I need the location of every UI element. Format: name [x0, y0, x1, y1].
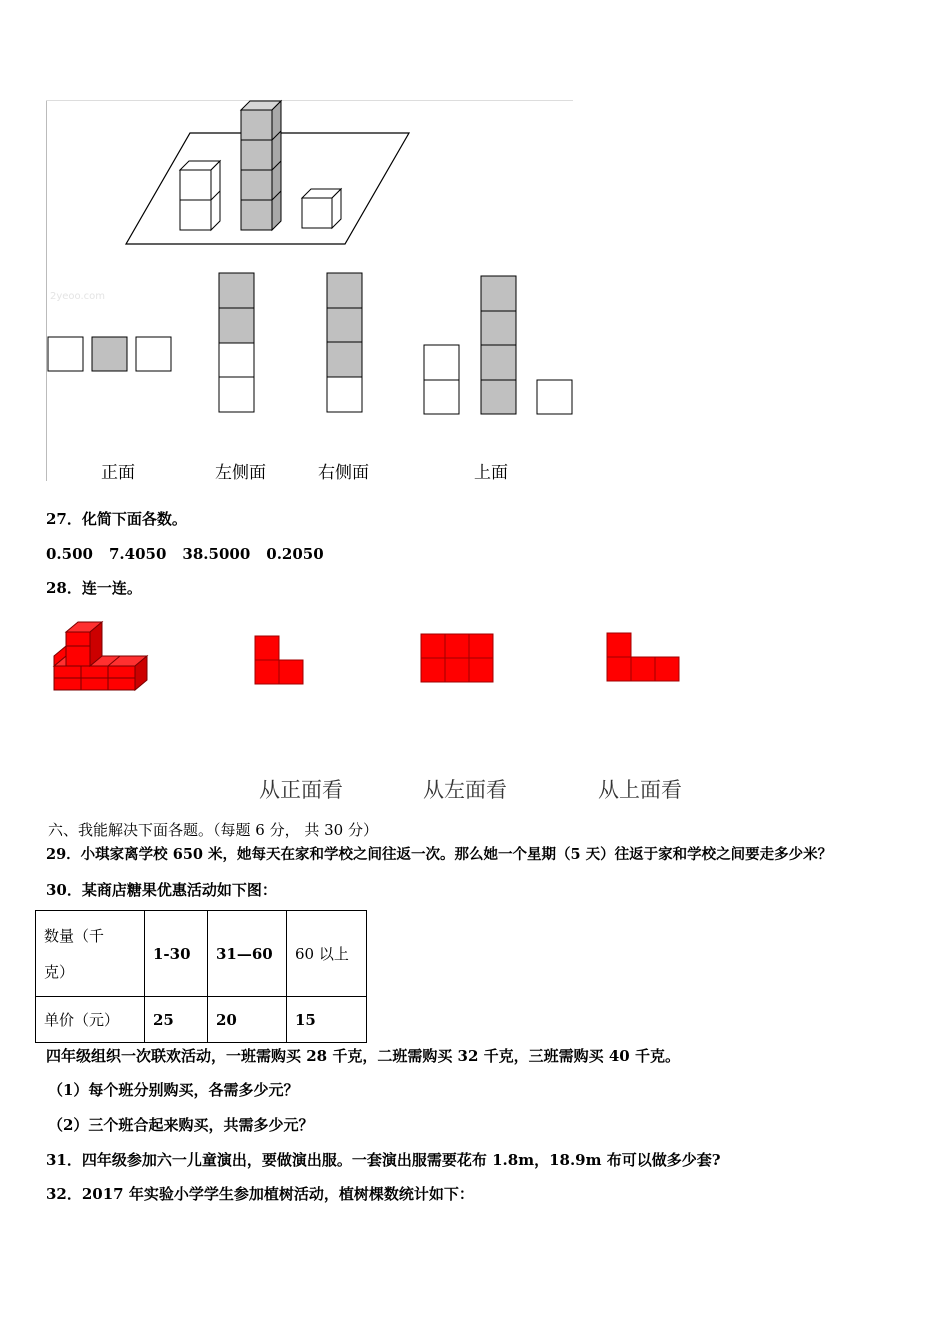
watermark: 2yeoo.com — [50, 291, 106, 302]
red-l-shape — [255, 636, 303, 684]
table-cell-price-header: 单价（元） — [36, 997, 145, 1043]
view-label-left: 从左面看 — [423, 778, 507, 802]
red-3d-shape — [54, 622, 147, 690]
q30-description: 四年级组织一次联欢活动，一班需购买 28 千克，二班需购买 32 千克，三班需购买 40 千克。 — [46, 1047, 680, 1065]
q27-number: 38.5000 — [182, 545, 251, 563]
caption-left-side: 左侧面 — [215, 463, 266, 483]
table-cell: 60 以上 — [287, 911, 367, 997]
q28-title: 28．连一连。 — [46, 579, 142, 597]
cube-figure — [0, 95, 580, 435]
caption-top: 上面 — [474, 463, 508, 483]
view-label-front: 从正面看 — [259, 778, 343, 802]
view-left-side — [219, 273, 254, 412]
table-cell-quantity-header: 数量（千 克） — [36, 911, 145, 997]
cube-single-right — [302, 189, 341, 228]
q27-title: 27．化简下面各数。 — [46, 510, 187, 528]
view-label-top: 从上面看 — [598, 778, 682, 802]
q27-number: 0.500 — [46, 545, 93, 563]
q30-sub2: （2）三个班合起来购买，共需多少元？ — [48, 1116, 314, 1134]
view-right-side — [327, 273, 362, 412]
q31-text: 31．四年级参加六一儿童演出，要做演出服。一套演出服需要花布 1.8m，18.9m 布可以做多少套? — [46, 1151, 721, 1169]
q32-text: 32．2017 年实验小学学生参加植树活动，植树棵数统计如下： — [46, 1185, 474, 1203]
q30-sub1: （1）每个班分别购买，各需多少元？ — [48, 1081, 299, 1099]
table-cell: 1-30 — [145, 911, 208, 997]
cube-stack-left — [180, 161, 220, 230]
q27-number: 0.2050 — [266, 545, 324, 563]
red-cube-figures — [0, 615, 700, 700]
caption-front: 正面 — [101, 463, 135, 483]
section6-title: 六、我能解决下面各题。（每题 6 分， 共 30 分） — [48, 821, 378, 839]
view-front — [48, 337, 171, 371]
table-row — [36, 911, 367, 997]
red-rectangle-shape — [421, 634, 493, 682]
table-row — [36, 997, 367, 1043]
table-cell: 31—60 — [208, 911, 287, 997]
cube-stack-middle — [241, 101, 281, 230]
q30-title: 30．某商店糖果优惠活动如下图： — [46, 881, 277, 899]
q27-numbers — [46, 544, 324, 564]
q29-text: 29．小琪家离学校 650 米，她每天在家和学校之间往返一次。那么她一个星期（5 天）往返于家和学校之间要走多少米？ — [46, 846, 833, 863]
price-table — [35, 910, 367, 1043]
view-top — [424, 276, 572, 414]
table-cell: 15 — [287, 997, 367, 1043]
table-cell: 20 — [208, 997, 287, 1043]
table-cell: 25 — [145, 997, 208, 1043]
q27-number: 7.4050 — [108, 545, 167, 563]
caption-right-side: 右侧面 — [318, 463, 369, 483]
red-long-l-shape — [607, 633, 679, 681]
